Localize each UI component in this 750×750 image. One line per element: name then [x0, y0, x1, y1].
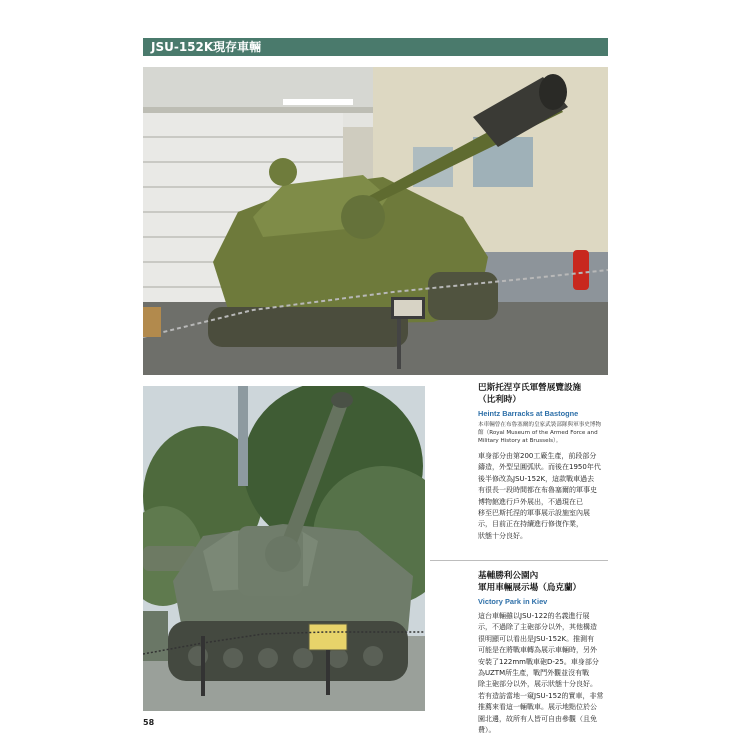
caption-note: [478, 421, 608, 445]
body-line: 可能是在將戰車轉為展示車輛時，另外: [478, 646, 597, 655]
body-line: 車身部分由第200工廠生產，前段部分: [478, 452, 597, 460]
body-line: 安裝了122mm戰車砲D-25。車身部分: [478, 657, 599, 666]
body-line: 鑄造，外型呈圓弧狀。而後在1950年代: [478, 463, 601, 472]
body-line: 有很長一段時間都在布魯塞爾的軍事史: [478, 486, 597, 495]
body-line: 很明顯可以看出是JSU-152K。推測有: [478, 634, 595, 643]
body-line: 園北邊，故所有人皆可自由參觀（且免: [478, 714, 597, 723]
caption-title-line: 巴斯托涅亨氏軍營展覽設施: [478, 383, 582, 393]
caption-subtitle: Heintz Barracks at Bastogne: [478, 409, 579, 418]
caption-note-line: Military History at Brussels）。: [478, 438, 562, 444]
body-line: 這台車輛雖以JSU-122的名義進行展: [478, 612, 590, 620]
caption-subtitle: Victory Park in Kiev: [478, 597, 548, 606]
caption-title-line: 軍用車輛展示場（烏克蘭）: [478, 583, 582, 593]
caption-divider: [430, 560, 608, 561]
photo-indoor-illustration: [143, 67, 608, 375]
section-title: JSU-152K現存車輛: [151, 40, 262, 54]
page-number: 58: [143, 718, 155, 727]
photo-indoor-tank: [143, 67, 608, 375]
caption-body: [478, 611, 608, 736]
body-line: 博物館進行戶外展出，不過現在已: [478, 497, 583, 506]
body-line: 費）。: [478, 726, 496, 735]
body-line: 除主砲部分以外，展示狀態十分良好。: [478, 680, 597, 689]
body-line: 後半修改為JSU-152K，這款戰車過去: [478, 474, 595, 483]
body-line: 示，不過除了主砲部分以外，其他構造: [478, 623, 597, 632]
caption-title: [478, 570, 608, 594]
body-line: 狀態十分良好。: [478, 531, 527, 540]
caption-body: [478, 451, 608, 542]
body-line: 移至巴斯托涅的軍事展示設施室內展: [478, 509, 590, 518]
caption-kiev: [478, 570, 608, 736]
body-line: 推薦來看這一輛戰車。展示地點位於公: [478, 703, 597, 712]
body-line: 若有造訪當地一窺JSU-152的實車，非常: [478, 691, 604, 700]
body-line: 為UZTM所生產，戰鬥外觀並沒有戰: [478, 669, 590, 678]
caption-title-line: 基輔勝利公園內: [478, 571, 539, 581]
caption-note-line: 館（Royal Museum of the Armed Force and: [478, 430, 598, 436]
body-line: 示，目前正在持續進行修復作業，: [478, 520, 583, 529]
caption-title: [478, 382, 608, 406]
caption-title-line: （比利時）: [478, 395, 521, 405]
caption-note-line: 本車輛曾在布魯塞爾的皇家武裝部隊與軍事史博物: [478, 422, 602, 428]
photo-outdoor-illustration: [143, 386, 425, 711]
caption-bastogne: [478, 382, 608, 542]
photo-outdoor-tank: [143, 386, 425, 711]
section-header: [143, 38, 608, 56]
